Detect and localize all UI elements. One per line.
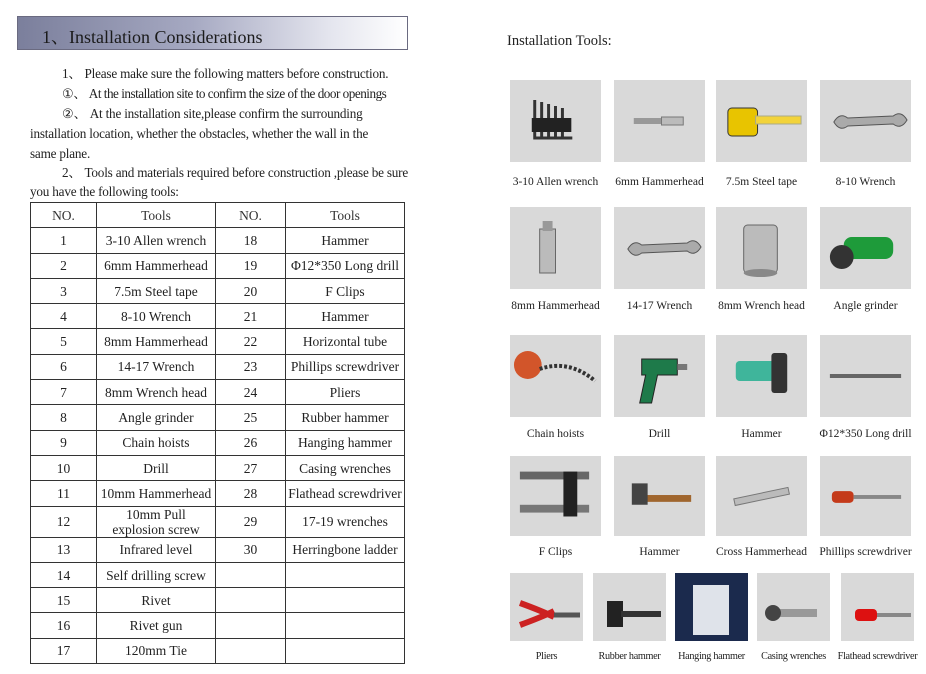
cell-no-2: [216, 613, 286, 638]
cell-no-2: 28: [216, 481, 286, 506]
cell-no: 13: [31, 537, 97, 562]
cell-tool: 120mm Tie: [97, 638, 216, 663]
cell-tool: Chain hoists: [97, 430, 216, 455]
tool-caption: Drill: [648, 428, 671, 440]
cell-no: 14: [31, 562, 97, 587]
phillips-screwdriver-icon: [820, 456, 911, 536]
cell-tool: Angle grinder: [97, 405, 216, 430]
tool-caption: Angle grinder: [833, 300, 898, 312]
gallery-title: Installation Tools:: [507, 33, 612, 49]
header-tools-2: Tools: [286, 203, 405, 228]
cell-tool-2: [286, 613, 405, 638]
cell-tool: 8mm Wrench head: [97, 380, 216, 405]
table-row: [31, 562, 405, 587]
cell-tool-2: Herringbone ladder: [286, 537, 405, 562]
cell-no-2: 20: [216, 278, 286, 303]
tool-caption: 8mm Wrench head: [718, 300, 805, 312]
table-row: [31, 588, 405, 613]
cell-no: 10: [31, 455, 97, 480]
cell-tool: 7.5m Steel tape: [97, 278, 216, 303]
tool-caption: 3-10 Allen wrench: [512, 176, 599, 188]
cell-no-2: 26: [216, 430, 286, 455]
cell-tool: Rivet gun: [97, 613, 216, 638]
cell-tool-2: Pliers: [286, 380, 405, 405]
tool-caption: Hanging hammer: [678, 651, 745, 662]
section-header: [17, 16, 408, 50]
table-row: [31, 329, 405, 354]
table-row: [31, 304, 405, 329]
power-drill-icon: [614, 335, 705, 417]
cell-tool-2: Horizontal tube: [286, 329, 405, 354]
flathead-screwdriver-icon: [841, 573, 914, 641]
cell-tool: 8mm Hammerhead: [97, 329, 216, 354]
tool-caption: Rubber hammer: [598, 651, 661, 662]
angle-grinder-icon: [820, 207, 911, 289]
table-row: [31, 354, 405, 379]
cell-no-2: 24: [216, 380, 286, 405]
intro-line-2: ①、 At the installation site to confirm the size of the door openings: [62, 86, 387, 101]
socket-bit-icon: [510, 207, 601, 289]
cell-no: 2: [31, 253, 97, 278]
ratchet-wrench-icon: [757, 573, 830, 641]
cell-no-2: 29: [216, 506, 286, 537]
table-row: [31, 405, 405, 430]
tool-caption: Phillips screwdriver: [819, 546, 912, 558]
cell-no-2: 22: [216, 329, 286, 354]
tool-caption: 14-17 Wrench: [626, 300, 693, 312]
cell-no: 16: [31, 613, 97, 638]
plumb-bob-icon: [675, 573, 748, 641]
cell-tool: 14-17 Wrench: [97, 354, 216, 379]
cell-no: 5: [31, 329, 97, 354]
header-no: NO.: [31, 203, 97, 228]
tool-caption: Cross Hammerhead: [715, 546, 808, 558]
table-row: [31, 455, 405, 480]
screwdriver-bit-icon: [716, 456, 807, 536]
socket-icon: [716, 207, 807, 289]
tape-measure-icon: [716, 80, 807, 162]
cell-no: 7: [31, 380, 97, 405]
cell-no: 4: [31, 304, 97, 329]
cell-tool-2: Phillips screwdriver: [286, 354, 405, 379]
f-clamp-icon: [510, 456, 601, 536]
cell-no: 15: [31, 588, 97, 613]
header-tools: Tools: [97, 203, 216, 228]
intro-line-4a: 2、 Tools and materials required before construction ,please be sure: [62, 165, 409, 180]
table-row: [31, 430, 405, 455]
table-row: [31, 537, 405, 562]
cell-no: 3: [31, 278, 97, 303]
cell-tool-2: Φ12*350 Long drill: [286, 253, 405, 278]
intro-line-3a: ②、 At the installation site,please confirm the surrounding: [62, 106, 363, 121]
cell-tool: 3-10 Allen wrench: [97, 228, 216, 253]
table-row: [31, 481, 405, 506]
open-end-wrench-icon: [614, 207, 705, 289]
tool-caption: 6mm Hammerhead: [615, 176, 704, 188]
cell-tool-2: [286, 588, 405, 613]
tool-caption: Casing wrenches: [761, 651, 826, 662]
cell-tool: Drill: [97, 455, 216, 480]
cell-no-2: 23: [216, 354, 286, 379]
cell-no-2: 18: [216, 228, 286, 253]
tool-caption: 7.5m Steel tape: [725, 176, 798, 188]
table-row: [31, 613, 405, 638]
tools-gallery: [500, 0, 926, 674]
tool-caption: Φ12*350 Long drill: [819, 428, 912, 440]
cell-tool-2: F Clips: [286, 278, 405, 303]
chain-hoist-icon: [510, 335, 601, 417]
intro-line-3b: installation location, whether the obstacles, whether the wall in the: [30, 126, 369, 141]
cell-tool-2: Rubber hammer: [286, 405, 405, 430]
table-row: [31, 228, 405, 253]
cell-tool: 6mm Hammerhead: [97, 253, 216, 278]
intro-line-1: 1、 Please make sure the following matters before construction.: [62, 66, 389, 81]
cell-no: 8: [31, 405, 97, 430]
cell-no: 11: [31, 481, 97, 506]
cell-no-2: 27: [216, 455, 286, 480]
allen-wrench-set-icon: [510, 80, 601, 162]
cell-tool: Rivet: [97, 588, 216, 613]
pliers-icon: [510, 573, 583, 641]
table-row: [31, 253, 405, 278]
cell-no-2: [216, 588, 286, 613]
considerations-page: [0, 0, 420, 674]
cell-no-2: 30: [216, 537, 286, 562]
cell-no: 9: [31, 430, 97, 455]
cell-tool-2: [286, 638, 405, 663]
tool-caption: 8mm Hammerhead: [511, 300, 600, 312]
tool-caption: Chain hoists: [526, 428, 585, 440]
cell-tool-2: Hammer: [286, 228, 405, 253]
cell-no: 6: [31, 354, 97, 379]
cell-no: 17: [31, 638, 97, 663]
cell-no: 12: [31, 506, 97, 537]
intro-line-4b: you have the following tools:: [30, 184, 179, 199]
tools-table: [30, 202, 405, 664]
table-row: [31, 638, 405, 663]
cell-no-2: [216, 562, 286, 587]
cell-tool-2: Casing wrenches: [286, 455, 405, 480]
section-title: 1、Installation Considerations: [42, 27, 263, 47]
tool-caption: Hammer: [639, 546, 680, 558]
cell-no-2: 21: [216, 304, 286, 329]
tool-caption: 8-10 Wrench: [835, 176, 896, 188]
tool-caption: Flathead screwdriver: [837, 651, 918, 662]
tool-caption: F Clips: [538, 546, 573, 558]
drill-bit-icon: [614, 80, 705, 162]
cell-tool-2: Hammer: [286, 304, 405, 329]
cell-tool-2: 17-19 wrenches: [286, 506, 405, 537]
cell-tool: 10mm Pull explosion screw: [97, 506, 216, 537]
cell-no: 1: [31, 228, 97, 253]
cell-tool-2: Flathead screwdriver: [286, 481, 405, 506]
cell-tool: Infrared level: [97, 537, 216, 562]
table-header-row: [31, 203, 405, 228]
rubber-mallet-icon: [593, 573, 666, 641]
cell-no-2: 25: [216, 405, 286, 430]
claw-hammer-icon: [614, 456, 705, 536]
open-end-wrench-icon: [820, 80, 911, 162]
cell-no-2: 19: [216, 253, 286, 278]
cell-tool-2: Hanging hammer: [286, 430, 405, 455]
table-row: [31, 380, 405, 405]
rotary-hammer-icon: [716, 335, 807, 417]
tool-caption: Hammer: [741, 428, 782, 440]
long-drill-bit-icon: [820, 335, 911, 417]
intro-line-3c: same plane.: [30, 146, 91, 161]
cell-no-2: [216, 638, 286, 663]
header-no-2: NO.: [216, 203, 286, 228]
tool-caption: Pliers: [535, 651, 558, 662]
cell-tool: 10mm Hammerhead: [97, 481, 216, 506]
cell-tool: 8-10 Wrench: [97, 304, 216, 329]
table-row: [31, 506, 405, 537]
table-row: [31, 278, 405, 303]
cell-tool: Self drilling screw: [97, 562, 216, 587]
cell-tool-2: [286, 562, 405, 587]
